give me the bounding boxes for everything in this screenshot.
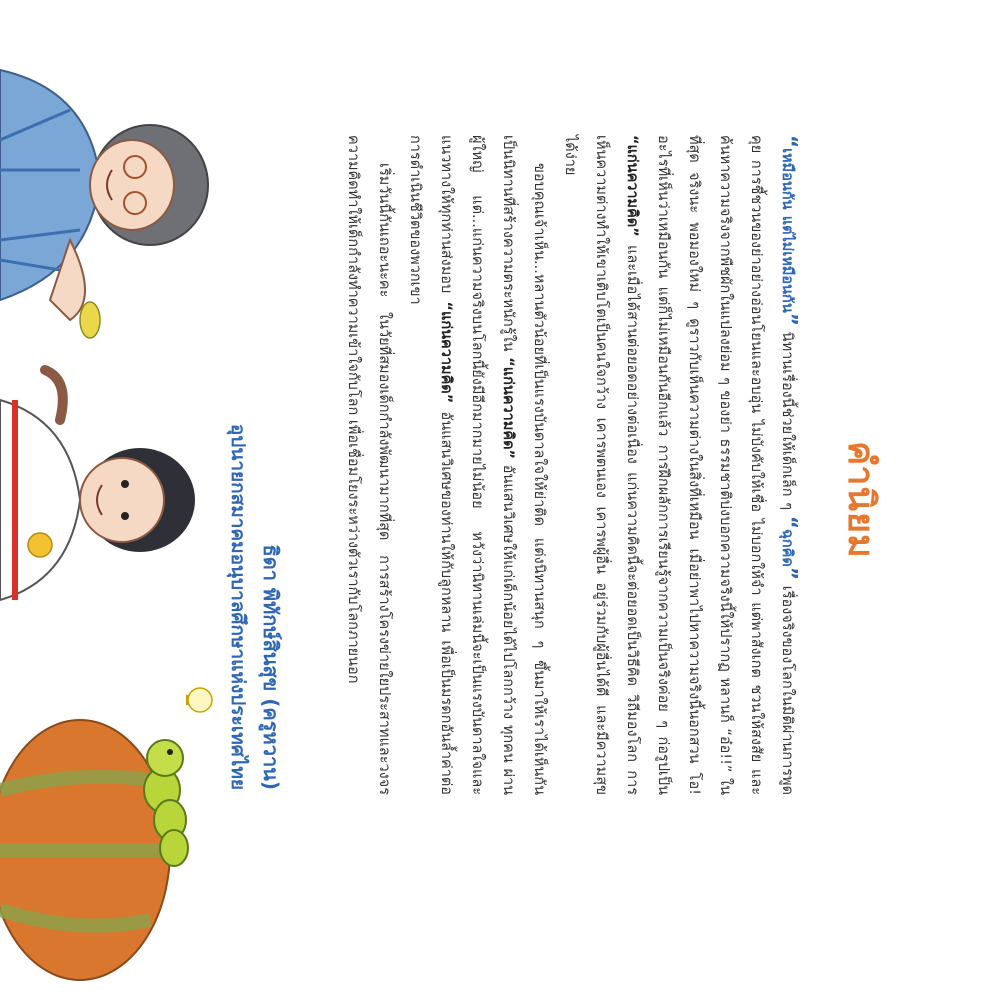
body-text [337,135,805,795]
paragraph-1 [554,135,805,795]
paragraph-1-text-b: เรื่องจริงของโลกในมิติผ่านการพูดคุย การชี้ชวนของย่าอย่างอ่อนโยนและอบอุ่น ไม่บังคับให้เชื่อ ไม่บอกให้จำ แต่พาสังเกต ชวนให้สงสัย และค้นหาความจริงจากพืชผักในแปลงย่อม ๆ ของย่า ธรรมชาติบ่งบอกความจริงนี้ให้ปรากฏ หลานก็ “อ๋อ!!” ในที่สุด จริงนะ พอมองใหม่ ๆ ดูราวกับเห็นความต่างในสิ่งที่เหมือน เมื่อย่าพาไปหาความจริงนี้นอกสวน โอ! อะไรที่เห็นว่าเหมือนกัน แต่ก็ไม่เหมือนกันอีกแล้ว การฝึกผลักการเรียนรู้จากความเป็นจริงค่อย ๆ ก่อรูปเป็น [655,135,795,795]
author-role: อุปนายกสมาคมอนุบาลศึกษาแห่งประเทศไทย [227,423,249,790]
paragraph-2-text-a: ขอบคุณเจ้าเห็น...หลานตัวน้อยที่เป็นแรงบันดาลใจให้ย่าติด แต่งนิทานสนุก ๆ ขึ้นมาให้เราได้เห็นกันเป็นนิทานที่สร้างความตระหนักรู้ใน [500,135,547,795]
paragraph-1-text-a: นิทานเรื่องนี้ช่วยให้เด็กเล็ก ๆ [779,325,795,516]
grandmother-icon [0,70,208,338]
core-idea-term: “แก่นความคิด” [500,357,516,460]
core-idea-term: “แก่นความคิด” [438,301,454,404]
paragraph-1-text-c: และเมื่อได้สานต่อยอดอย่างต่อเนื่อง แก่นความคิดนี้จะต่อยอดเป็นวิธีคิด วิถีมองโลก การเห็นความต่างทำให้เขาเติบโตเป็นคนใจกว้าง เคารพตนเอง เคารพผู้อื่น อยู่ร่วมกับผู้อื่นได้ดี และมีความสุขได้ง่าย [562,135,640,795]
paragraph-3: เริ่มวันนี้กันเถอะนะคะ ในวัยที่สมองเด็กกำลังพัฒนามากที่สุด การสร้างโครงข่ายใยประสาทและวงจรความคิดทำให้เด็กกำลังทำความเข้าใจกับโลก เพื่อเชื่อมโยงระหว่างตัวเรากับโลกภายนอก [345,135,392,795]
open-quote: “ [778,135,802,149]
paragraph-2-text-b: อันแสนวิเศษให้แก่เด็กน้อยได้ไปโลกกว้าง ทุกคน ผ่านผู้ใหญ่ แต่...แก่นความจริงบนโลกนี้ยังมีอีกมากมายไม่น้อย หวังว่านิทานเล่มนี้จะเป็นแรงบันดาลใจและแนวทางให้ทุกท่านส่งมอบ [438,135,516,795]
close-quote: ” [778,312,802,326]
kid-open-quote: “ [778,515,802,530]
illustration [0,0,220,1000]
paragraph-2-text-c: อันแสนวิเศษของท่านให้กับลูกหลาน เพื่อเป็นมรดกอันล้ำค่าต่อการดำเนินชีวิตของพวกเขา [407,135,454,796]
paragraph-2 [399,135,554,795]
author-block [222,150,288,790]
boy-icon [0,370,195,600]
book-title-highlight: เหมือนกัน แต่ไม่เหมือนกัน [779,148,795,313]
core-idea-term: “แก่นความคิด” [624,135,640,237]
lightbulb-icon [187,688,212,712]
kid-name-highlight: ฉุกคิด [779,529,795,567]
page-title: คำนิยม [840,441,881,559]
pumpkin-icon [0,720,170,980]
author-name: ธิดา พิทักษ์สินสุข (ครูหวาน) [259,544,283,790]
kid-close-quote: ” [778,566,802,580]
